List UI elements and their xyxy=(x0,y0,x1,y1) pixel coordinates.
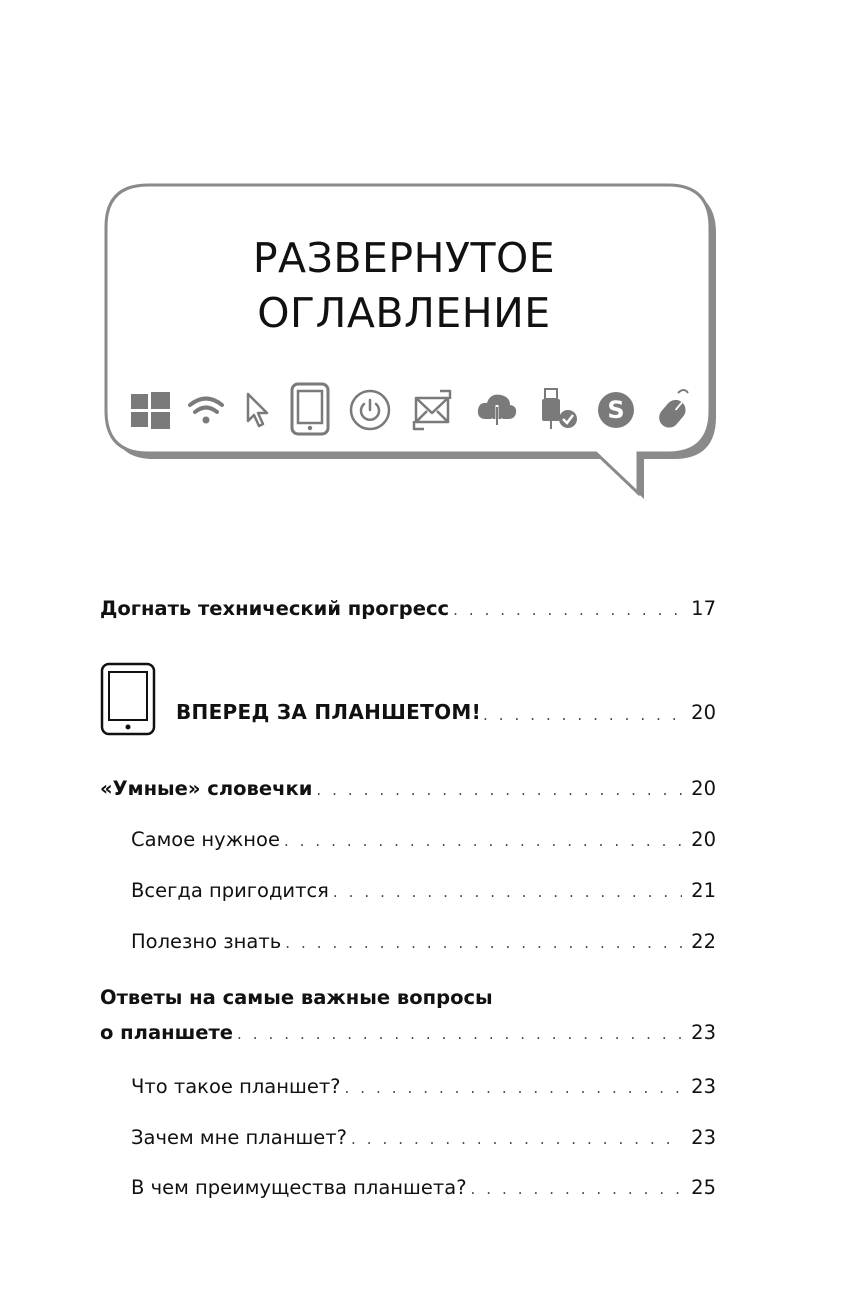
toc-page-number: 23 xyxy=(691,1020,716,1044)
tablet-icon xyxy=(287,381,335,437)
mail-sync-icon xyxy=(410,385,456,435)
leader-dots xyxy=(316,783,682,798)
speech-bubble xyxy=(98,175,720,505)
toc-page-number: 22 xyxy=(691,929,716,953)
toc-subentry[interactable] xyxy=(131,870,716,900)
mouse-icon xyxy=(650,385,696,435)
page-title-line2: ОГЛАВЛЕНИЕ xyxy=(257,289,551,337)
toc-subentry[interactable] xyxy=(131,1066,716,1096)
leader-dots xyxy=(345,1081,682,1096)
windows-icon xyxy=(127,385,173,435)
toc-page-number: 23 xyxy=(691,1125,716,1149)
toc-entry-label: Самое нужное xyxy=(131,827,280,851)
toc-entry-label: Догнать технический прогресс xyxy=(100,596,450,620)
leader-dots xyxy=(453,603,682,618)
toc-entry-intro[interactable] xyxy=(100,588,716,618)
toc-subentry[interactable] xyxy=(131,819,716,849)
toc-chapter[interactable] xyxy=(100,662,716,736)
leader-dots xyxy=(333,885,682,900)
toc-page-number: 25 xyxy=(691,1175,716,1199)
toc-entry-label-line1: Ответы на самые важные вопросы xyxy=(100,986,493,1009)
toc-entry-label-line2: о планшете xyxy=(100,1020,234,1044)
cursor-icon xyxy=(236,385,282,435)
toc-page-number: 20 xyxy=(691,827,716,851)
toc-page-number: 20 xyxy=(691,701,716,724)
power-icon xyxy=(347,385,393,435)
wifi-icon xyxy=(183,385,229,435)
toc-subentry[interactable] xyxy=(131,1117,716,1147)
tablet-icon xyxy=(100,662,156,736)
leader-dots xyxy=(284,834,682,849)
skype-icon xyxy=(593,385,639,435)
toc-page-number: 17 xyxy=(691,596,716,620)
leader-dots xyxy=(351,1132,682,1147)
toc-entry-label: Зачем мне планшет? xyxy=(131,1125,347,1149)
toc-chapter-label: ВПЕРЕД ЗА ПЛАНШЕТОМ! xyxy=(176,700,481,724)
toc-entry-section2[interactable] xyxy=(100,988,716,1042)
toc-page-number: 20 xyxy=(691,776,716,800)
toc-entry-label: Что такое планшет? xyxy=(131,1074,341,1098)
svg-text:S: S xyxy=(607,396,625,424)
cloud-download-icon xyxy=(474,385,520,435)
toc-page-number: 23 xyxy=(691,1074,716,1098)
toc-entry-section1[interactable] xyxy=(100,768,716,798)
usb-check-icon xyxy=(537,385,583,435)
toc-entry-label: Всегда пригодится xyxy=(131,878,329,902)
toc-entry-label: В чем преимущества планшета? xyxy=(131,1175,467,1199)
leader-dots xyxy=(483,706,682,724)
toc-entry-label: «Умные» словечки xyxy=(100,776,313,800)
page-title-line1: РАЗВЕРНУТОЕ xyxy=(252,234,556,282)
leader-dots xyxy=(471,1182,682,1197)
toc-entry-label: Полезно знать xyxy=(131,929,282,953)
leader-dots xyxy=(285,936,682,951)
toc-page-number: 21 xyxy=(691,878,716,902)
toc-subentry[interactable] xyxy=(131,921,716,951)
leader-dots xyxy=(237,1027,682,1042)
toc-subentry[interactable] xyxy=(131,1167,716,1197)
